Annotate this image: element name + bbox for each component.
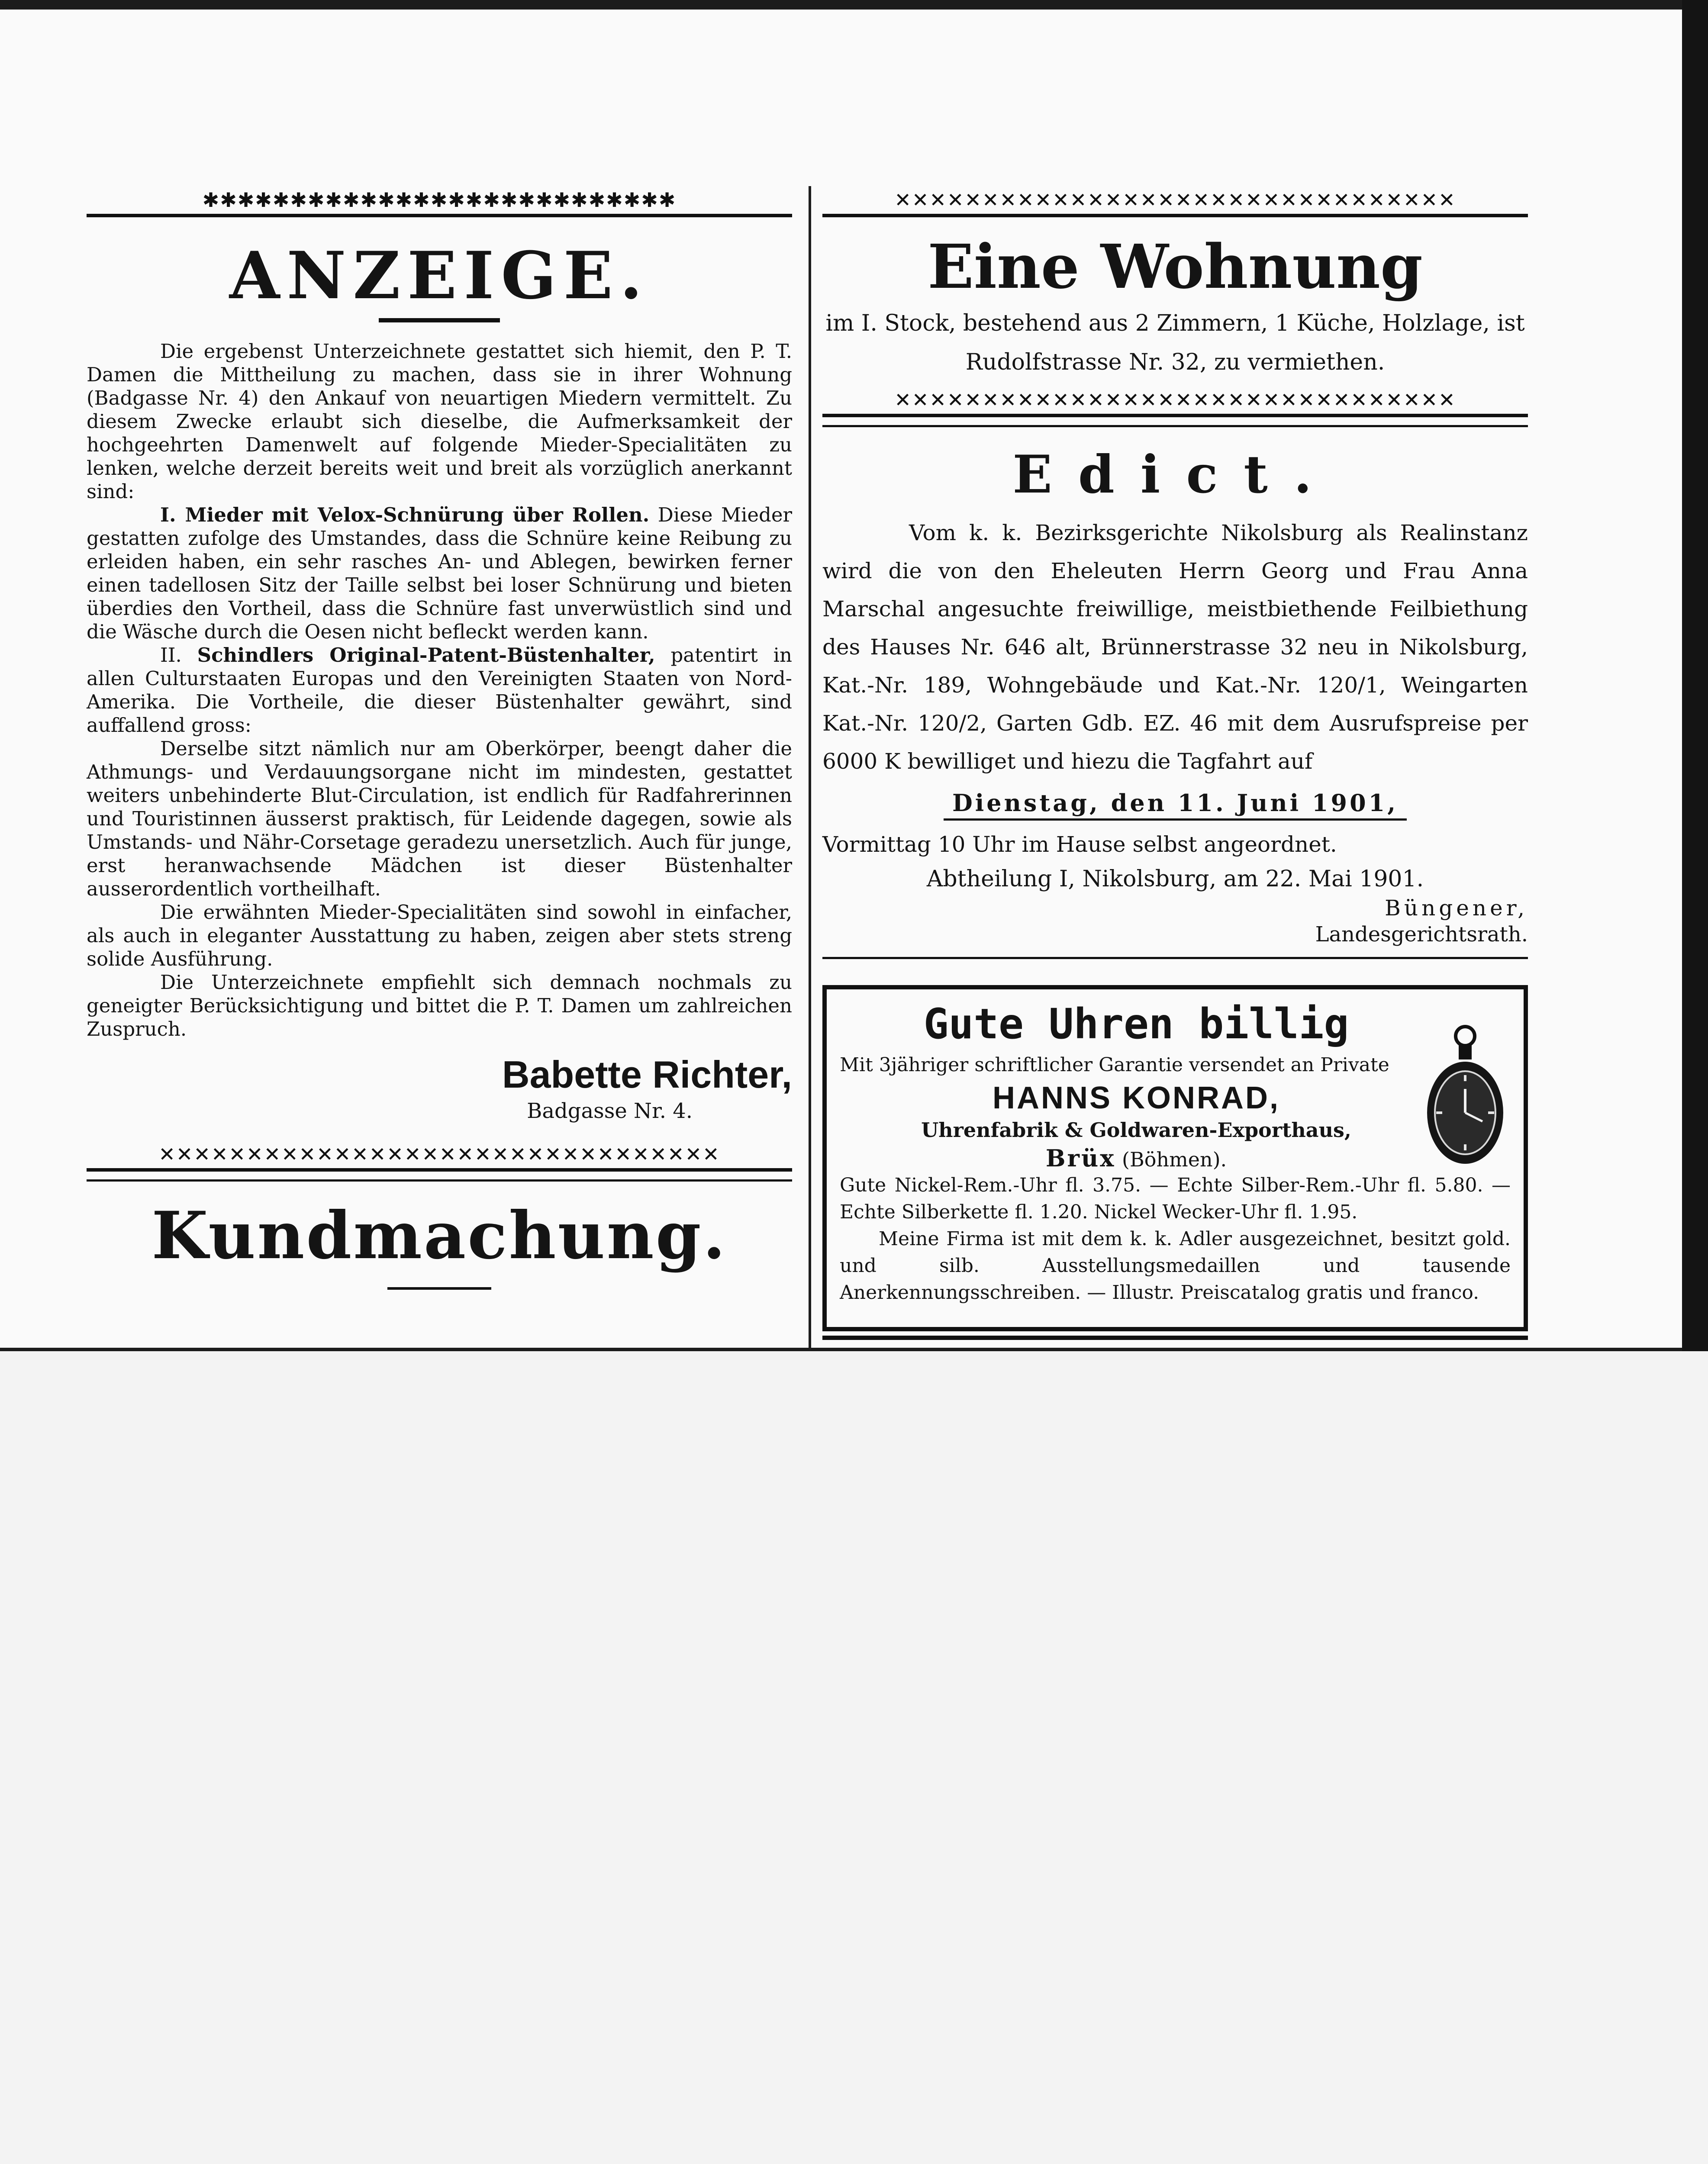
anzeige-title: ANZEIGE. [229,238,650,314]
item-1-heading: I. Mieder mit Velox-Schnürung über Rollen. [160,503,650,526]
anzeige-item-2 [87,644,792,737]
ad-city [840,1144,1511,1172]
horizontal-rule [87,1179,792,1182]
anzeige-paragraph-4: Die erwähnten Mieder-Specialitäten sind sowohl in einfacher, als auch in eleganter Ausstattung zu haben, zeigen aber stets streng solide Ausführung. [87,901,792,970]
item-2-text: patentirt in allen Culturstaaten Europas und den Vereinigten Staaten von Nord-Amerika. Die Vortheile, die dieser Büstenhalter gewährt, sind auffallend gross: [87,644,792,737]
edict-signature-name: Büngener, [1385,895,1528,921]
ad-guarantee-line: Mit 3jähriger schriftlicher Garantie versendet an Private [840,1054,1389,1076]
cross-ornament-rule: ✕✕✕✕✕✕✕✕✕✕✕✕✕✕✕✕✕✕✕✕✕✕✕✕✕✕✕✕✕✕✕✕ [822,186,1528,217]
item-2-heading: Schindlers Original-Patent-Büstenhalter, [197,644,655,667]
kundmachung-title: Kundmachung. [151,1198,727,1274]
horizontal-rule [822,425,1528,427]
anzeige-paragraph-5: Die Unterzeichnete empfiehlt sich demnach nochmals zu geneigter Berücksichtigung und bittet die P. T. Damen um zahlreichen Zuspruch. [87,971,792,1040]
wohnung-title: Eine Wohnung [928,232,1423,303]
edict-title: Edict. [1012,444,1338,505]
anzeige-paragraph-3: Derselbe sitzt nämlich nur am Oberkörper, beengt daher die Athmungs- und Verdauungsorgane nicht im mindesten, gestattet weiters unbehinderte Blut-Circulation, ist endlich für Radfahrerinnen und Touristinnen äusserst praktisch, für Leidende dagegen, sowie als Umstands- und Nähr-Corsetage geradezu unersetzlich. Auch für junge, erst heranwachsende Mädchen ist dieser Büstenhalter ausserordentlich vortheilhaft. [87,737,792,900]
left-column [87,186,792,1290]
ad-firm-subtitle: Uhrenfabrik & Goldwaren-Exporthaus, [921,1118,1351,1142]
edict-text: Vom k. k. Bezirksgerichte Nikolsburg als Realinstanz wird die von den Eheleuten Herrn Georg und Frau Anna Marschal angesuchte freiwillige, meistbiethende Feilbiethung des Hauses Nr. 646 alt, Brünnerstrasse 32 neu in Nikolsburg, Kat.-Nr. 189, Wohngebäude und Kat.-Nr. 120/1, Weingarten Kat.-Nr. 120/2, Garten Gdb. EZ. 46 mit dem Ausrufspreise per 6000 K bewilliget und hiezu die Tagfahrt auf [822,520,1528,774]
item-2-number: II. [160,644,182,667]
star-ornament-rule: ✱✱✱✱✱✱✱✱✱✱✱✱✱✱✱✱✱✱✱✱✱✱✱✱✱✱✱ [87,186,792,217]
item-1-text: Diese Mieder gestatten zufolge des Umstandes, dass die Schnüre keine Reibung zu erleiden haben, ein sehr rasches An- und Ablegen, bewirken ferner einen tadellosen Sitz der Taille selbst bei loser Schnürung und bieten überdies den Vortheil, dass die Schnüre fast unverwüstlich sind und die Wäsche durch die Oesen nicht befleckt werden kann. [87,503,792,643]
signature-address: Badgasse Nr. 4. [527,1099,693,1123]
ad-firm-name: HANNS KONRAD, [993,1081,1280,1115]
edict-signature-role: Landesgerichtsrath. [1315,922,1528,947]
right-column [822,186,1528,1331]
ad-award-text: Meine Firma ist mit dem k. k. Adler ausgezeichnet, besitzt gold. und silb. Ausstellungsmedaillen und tausende Anerkennungsschreiben. — Illustr. Preiscatalog gratis und franco. [840,1228,1511,1304]
title-underline [387,1287,491,1290]
edict-time: Vormittag 10 Uhr im Hause selbst angeordnet. [822,832,1337,857]
cross-ornament-rule: ✕✕✕✕✕✕✕✕✕✕✕✕✕✕✕✕✕✕✕✕✕✕✕✕✕✕✕✕✕✕✕✕ [87,1140,792,1172]
anzeige-intro: Die ergebenst Unterzeichnete gestattet sich hiemit, den P. T. Damen die Mittheilung zu machen, dass sie in ihrer Wohnung (Badgasse Nr. 4) den Ankauf von neuartigen Miedern vermittelt. Zu diesem Zwecke erlaubt sich dieselbe, die Aufmerksamkeit der hochgeehrten Damenwelt auf folgende Mieder-Specialitäten zu lenken, welche derzeit bereits weit und breit als vorzüglich anerkannt sind: [87,340,792,503]
anzeige-item-1 [87,503,792,644]
ad-city-name: Brüx [1045,1144,1116,1172]
column-divider [809,186,811,1350]
cross-ornament-rule: ✕✕✕✕✕✕✕✕✕✕✕✕✕✕✕✕✕✕✕✕✕✕✕✕✕✕✕✕✕✕✕✕ [822,386,1528,417]
edict-date-text: Dienstag, den 11. Juni 1901, [944,789,1407,821]
watch-advertisement [822,985,1528,1331]
ad-prices: Gute Nickel-Rem.-Uhr fl. 3.75. — Echte Silber-Rem.-Uhr fl. 5.80. — Echte Silberkette fl. 1.20. Nickel Wecker-Uhr fl. 1.95. [840,1174,1511,1223]
pocket-watch-icon [1424,1024,1506,1167]
edict-location: Abtheilung I, Nikolsburg, am 22. Mai 1901. [926,866,1424,892]
edict-date [822,789,1528,817]
signature: Babette Richter, [502,1053,792,1096]
ad-title: Gute Uhren billig [923,1000,1349,1048]
ad-region: (Böhmen). [1122,1148,1227,1171]
wohnung-text: im I. Stock, bestehend aus 2 Zimmern, 1 Küche, Holzlage, ist Rudolfstrasse Nr. 32, zu vermiethen. [825,310,1525,375]
title-underline [379,318,500,322]
horizontal-rule [822,957,1528,959]
